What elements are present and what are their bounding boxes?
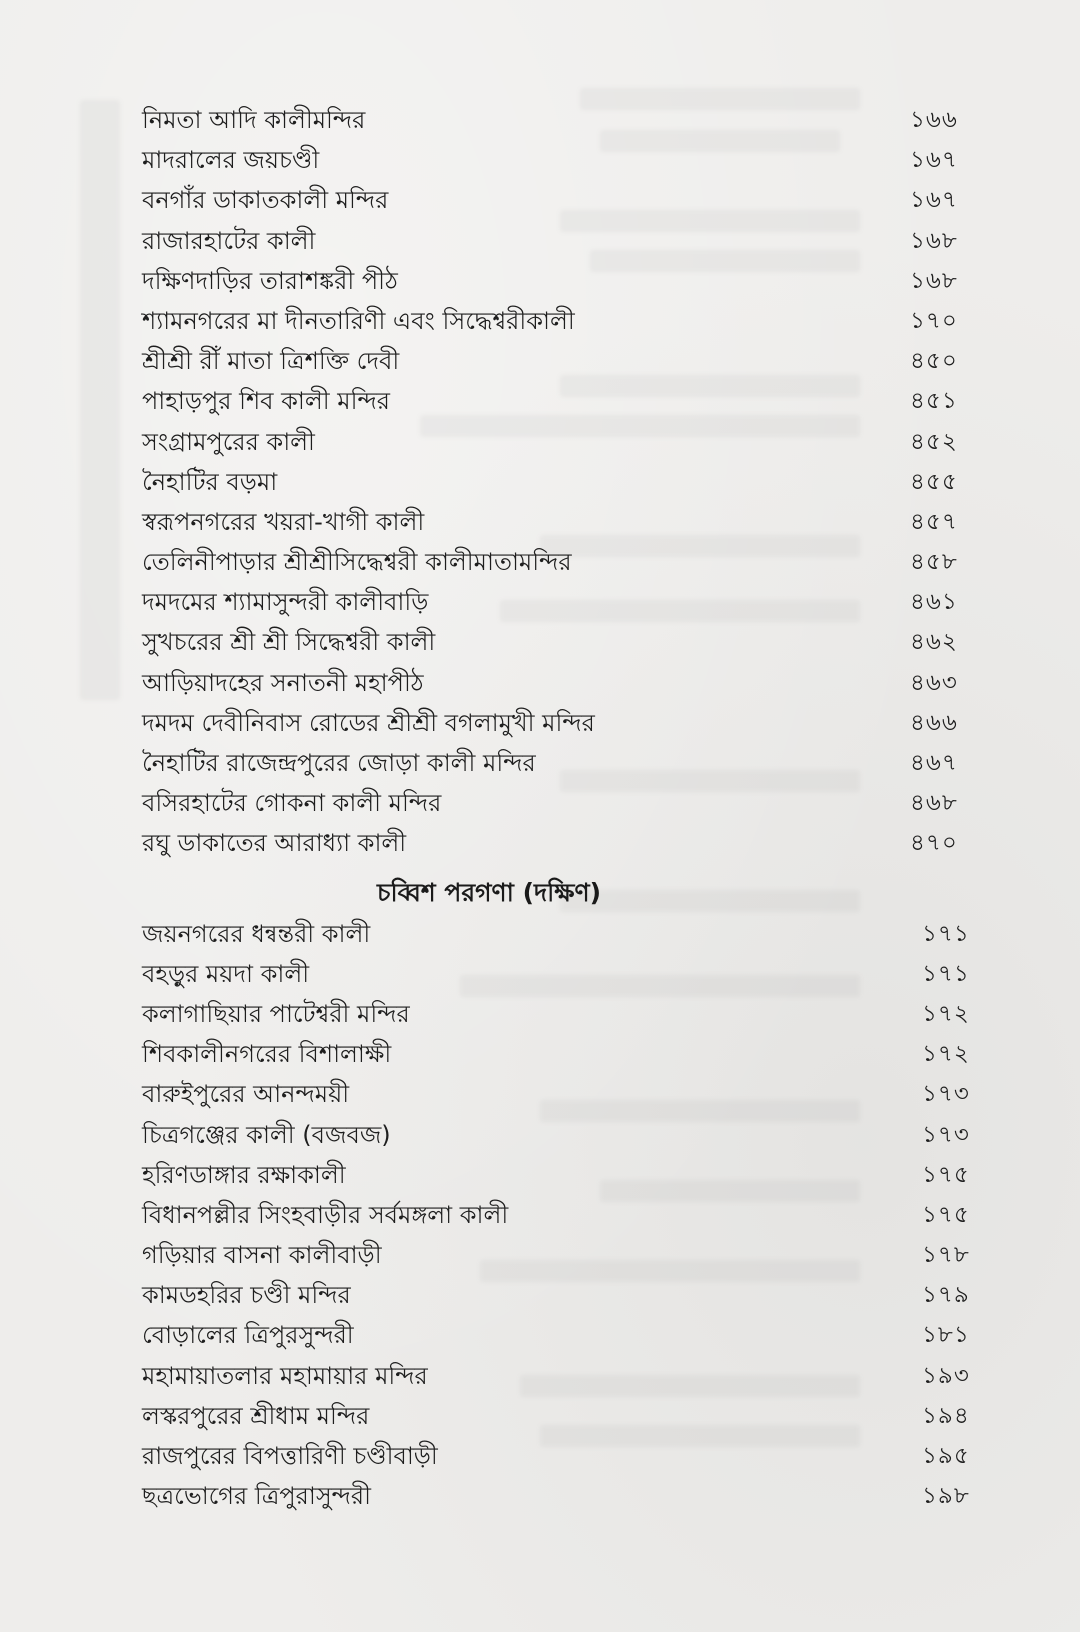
entry-page-number: ৪৬১ [910,589,958,616]
toc-entry [142,1235,972,1275]
entry-page-number: ৪৫৫ [910,468,958,495]
entry-title: নিমতা আদি কালীমন্দির [142,106,366,134]
entry-title: শিবকালীনগরের বিশালাক্ষী [142,1040,392,1069]
entry-title: বিধানপল্লীর সিংহবাড়ীর সর্বমঙ্গলা কালী [142,1200,509,1229]
entry-page-number: ১৭১ [922,920,970,947]
entry-page-number: ৪৬৩ [910,669,958,696]
entry-title: নৈহাটির বড়মা [142,467,278,496]
entry-page-number: ৪৫৮ [910,549,958,576]
entry-page-number: ১৬৭ [910,187,958,214]
toc-section-south-24-parganas [142,864,972,1517]
entry-title: বোড়ালের ত্রিপুরসুন্দরী [142,1321,354,1350]
entry-title: বসিরহাটের গোকনা কালী মন্দির [142,789,442,818]
entry-page-number: ১৭৫ [922,1201,970,1228]
entry-title: নৈহাটির রাজেন্দ্রপুরের জোড়া কালী মন্দির [142,749,536,777]
toc-entry [142,823,972,863]
toc-entry [142,914,972,954]
entry-page-number: ১৯৩ [922,1362,970,1389]
toc-entry [142,1034,972,1074]
entry-page-number: ১৬৮ [910,267,958,294]
table-of-contents [142,100,972,1516]
toc-entry [142,502,972,542]
entry-title: আড়িয়াদহের সনাতনী মহাপীঠ [142,668,424,697]
entry-page-number: ১৭৫ [922,1161,970,1188]
toc-entry [142,783,972,823]
toc-entry [142,1396,972,1436]
entry-title: রঘু ডাকাতের আরাধ্যা কালী [142,829,407,858]
entry-title: রাজপুরের বিপত্তারিণী চণ্ডীবাড়ী [142,1442,438,1470]
toc-entry [142,140,972,180]
entry-page-number: ১৭৩ [922,1081,970,1108]
entry-page-number: ১৮১ [922,1322,970,1349]
toc-entry [142,542,972,582]
entry-page-number: ১৭৮ [922,1242,970,1269]
toc-entry [142,462,972,502]
entry-page-number: ৪৭০ [910,830,958,857]
entry-title: সংগ্রামপুরের কালী [142,427,315,456]
entry-title: শ্যামনগরের মা দীনতারিণী এবং সিদ্ধেশ্বরীকালী [142,306,575,335]
toc-entry [142,221,972,261]
entry-page-number: ১৬৬ [910,107,958,133]
entry-title: ছত্রভোগের ত্রিপুরাসুন্দরী [142,1482,371,1511]
entry-title: বনগাঁর ডাকাতকালী মন্দির [142,186,389,215]
toc-entry [142,261,972,301]
toc-entry [142,301,972,341]
entry-title: শ্রীশ্রী রীঁ মাতা ত্রিশক্তি দেবী [142,347,400,376]
toc-entry [142,1155,972,1195]
toc-entry [142,1074,972,1114]
entry-page-number: ১৭০ [910,307,958,334]
entry-title: চিত্রগঞ্জের কালী (বজবজ) [142,1120,391,1149]
entry-page-number: ১৭২ [922,1041,970,1068]
entry-page-number: ৪৬২ [910,629,958,656]
toc-entry [142,1315,972,1355]
toc-entry [142,582,972,622]
entry-page-number: ৪৫৭ [910,508,958,535]
entry-page-number: ৪৫১ [910,388,958,415]
toc-entry [142,1356,972,1396]
toc-entry [142,1275,972,1315]
entry-title: কলাগাছিয়ার পাটেশ্বরী মন্দির [142,999,410,1028]
toc-entry [142,341,972,381]
entry-page-number: ৪৬৭ [910,750,958,776]
section-heading: চব্বিশ পরগণা (দক্ষিণ) [377,877,602,907]
toc-entry [142,100,972,140]
toc-entry [142,422,972,462]
entry-title: দমদম দেবীনিবাস রোডের শ্রীশ্রী বগলামুখী মন্দির [142,708,595,737]
entry-title: কামডহরির চণ্ডী মন্দির [142,1281,351,1310]
entry-title: গড়িয়ার বাসনা কালীবাড়ী [142,1241,382,1270]
toc-entry [142,622,972,662]
entry-page-number: ১৯৫ [922,1443,970,1469]
bleed-through-mark [80,100,120,700]
entry-title: তেলিনীপাড়ার শ্রীশ্রীসিদ্ধেশ্বরী কালীমাতামন্দির [142,548,572,577]
entry-page-number: ৪৬৮ [910,790,958,817]
entry-title: স্বরূপনগরের খয়রা-খাগী কালী [142,507,425,536]
entry-page-number: ১৬৮ [910,227,958,254]
entry-title: মাদরালের জয়চণ্ডী [142,146,320,175]
entry-page-number: ১৯৮ [922,1483,970,1510]
entry-page-number: ১৯৪ [922,1402,970,1429]
toc-entry [142,1436,972,1476]
toc-entry [142,1476,972,1516]
entry-page-number: ১৭২ [922,1000,970,1027]
toc-entry [142,663,972,703]
toc-entry [142,994,972,1034]
toc-entry [142,381,972,421]
toc-entry [142,1115,972,1155]
entry-title: বহড়ুর ময়দা কালী [142,959,310,988]
entry-page-number: ৪৫০ [910,348,958,375]
entry-page-number: ৪৫২ [910,428,958,455]
toc-entry [142,954,972,994]
entry-page-number: ১৭৯ [922,1282,970,1309]
toc-entry [142,743,972,783]
entry-title: দক্ষিণদাড়ির তারাশঙ্করী পীঠ [142,266,398,295]
entry-title: হরিণডাঙ্গার রক্ষাকালী [142,1160,346,1189]
toc-section-north [142,100,972,864]
entry-title: পাহাড়পুর শিব কালী মন্দির [142,387,390,416]
toc-entry [142,180,972,220]
entry-title: লস্করপুরের শ্রীধাম মন্দির [142,1401,370,1430]
entry-title: রাজারহাটের কালী [142,226,316,255]
entry-title: মহামায়াতলার মহামায়ার মন্দির [142,1361,428,1390]
entry-page-number: ১৭১ [922,960,970,987]
entry-page-number: ১৭৩ [922,1121,970,1148]
entry-title: সুখচরের শ্রী শ্রী সিদ্ধেশ্বরী কালী [142,628,436,657]
entry-title: দমদমের শ্যামাসুন্দরী কালীবাড়ি [142,588,429,617]
entry-page-number: ১৬৭ [910,147,958,174]
entry-title: বারুইপুরের আনন্দময়ী [142,1080,350,1109]
entry-page-number: ৪৬৬ [910,709,958,736]
toc-entry [142,703,972,743]
toc-entry [142,1195,972,1235]
entry-title: জয়নগরের ধন্বন্তরী কালী [142,919,371,948]
